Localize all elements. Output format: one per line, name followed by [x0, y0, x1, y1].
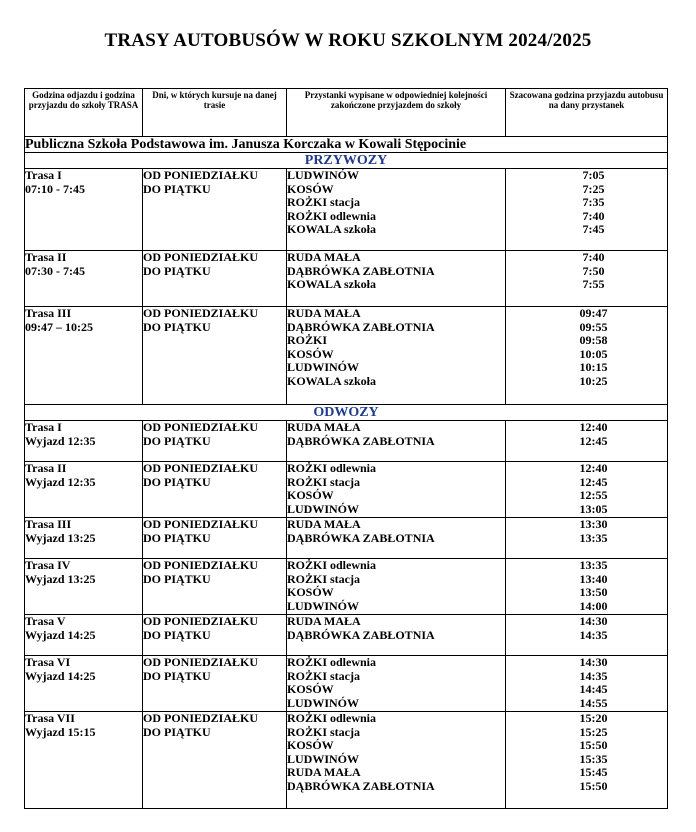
route-cell — [25, 421, 143, 462]
route-name: Trasa VII — [25, 711, 75, 725]
schedule-body — [25, 137, 668, 809]
stop-time: 14:00 — [579, 598, 608, 613]
times-cell — [506, 518, 668, 559]
route-row — [25, 462, 668, 518]
days-line: DO PIĄTKU — [143, 319, 211, 334]
route-time: Wyjazd 12:35 — [25, 474, 96, 489]
days-line: OD PONIEDZIAŁKU — [143, 558, 259, 572]
days-line: DO PIĄTKU — [143, 530, 211, 545]
stop-name: KOWALA szkoła — [287, 277, 377, 292]
route-row — [25, 615, 668, 656]
route-row — [25, 518, 668, 559]
stop-time: 12:45 — [579, 474, 608, 489]
route-name: Trasa I — [25, 420, 62, 434]
route-cell — [25, 462, 143, 518]
stop-time: 15:20 — [579, 711, 608, 725]
route-cell — [25, 307, 143, 405]
route-cell — [25, 559, 143, 615]
route-row — [25, 712, 668, 809]
section-row — [25, 153, 668, 169]
stop-name: RUDA MAŁA — [287, 250, 361, 264]
stop-name: LUDWINÓW — [287, 695, 360, 710]
days-line: DO PIĄTKU — [143, 474, 211, 489]
times-cell — [506, 615, 668, 656]
route-time: 09:47 – 10:25 — [25, 319, 93, 334]
stop-time: 13:40 — [579, 571, 608, 586]
stop-name: ROŻKI odlewnia — [287, 461, 377, 475]
stop-time: 12:55 — [579, 488, 608, 503]
stop-time: 15:50 — [579, 778, 608, 793]
stop-name: ROŻKI odlewnia — [287, 655, 377, 669]
stop-time: 09:55 — [579, 319, 608, 334]
header-times: Szacowana godzina przyjazdu autobusu na dany przystanek — [506, 89, 668, 137]
days-line: OD PONIEDZIAŁKU — [143, 711, 259, 725]
stop-name: LUDWINÓW — [287, 751, 360, 766]
route-cell — [25, 169, 143, 251]
route-name: Trasa IV — [25, 558, 71, 572]
stop-time: 14:45 — [579, 682, 608, 697]
days-line: DO PIĄTKU — [143, 181, 211, 196]
days-line: OD PONIEDZIAŁKU — [143, 655, 259, 669]
route-name: Trasa I — [25, 168, 62, 182]
route-name: Trasa II — [25, 250, 67, 264]
stop-name: ROŻKI stacja — [287, 571, 360, 586]
route-cell — [25, 615, 143, 656]
stop-time: 09:47 — [579, 306, 608, 320]
stop-time: 10:25 — [579, 373, 608, 388]
stop-time: 15:50 — [579, 738, 608, 753]
stops-cell — [287, 712, 506, 809]
stop-time: 13:35 — [579, 530, 608, 545]
route-name: Trasa III — [25, 517, 72, 531]
stops-cell — [287, 251, 506, 307]
route-row — [25, 169, 668, 251]
days-cell — [143, 251, 287, 307]
times-cell — [506, 559, 668, 615]
stop-name: KOSÓW — [287, 738, 334, 753]
stop-time: 13:50 — [579, 585, 608, 600]
days-line: DO PIĄTKU — [143, 724, 211, 739]
route-cell — [25, 251, 143, 307]
stop-time: 10:15 — [579, 360, 608, 375]
days-cell — [143, 615, 287, 656]
times-cell — [506, 169, 668, 251]
stop-time: 09:58 — [579, 333, 608, 348]
stop-time: 7:40 — [582, 208, 605, 223]
stop-time: 13:30 — [579, 517, 608, 531]
route-row — [25, 559, 668, 615]
stop-name: KOSÓW — [287, 585, 334, 600]
route-time: Wyjazd 13:25 — [25, 571, 96, 586]
stop-time: 14:55 — [579, 695, 608, 710]
school-row — [25, 137, 668, 153]
stop-name: DĄBRÓWKA ZABŁOTNIA — [287, 530, 435, 545]
days-line: DO PIĄTKU — [143, 433, 211, 448]
stop-name: DĄBRÓWKA ZABŁOTNIA — [287, 319, 435, 334]
days-line: DO PIĄTKU — [143, 571, 211, 586]
route-row — [25, 421, 668, 462]
stop-name: ROŻKI odlewnia — [287, 711, 377, 725]
days-cell — [143, 421, 287, 462]
days-cell — [143, 169, 287, 251]
stop-time: 12:45 — [579, 433, 608, 448]
days-line: OD PONIEDZIAŁKU — [143, 168, 259, 182]
route-time: Wyjazd 14:25 — [25, 668, 96, 683]
stop-time: 12:40 — [579, 461, 608, 475]
route-cell — [25, 656, 143, 712]
stop-time: 7:05 — [582, 168, 605, 182]
route-name: Trasa V — [25, 614, 66, 628]
route-time: Wyjazd 15:15 — [25, 724, 96, 739]
stop-name: ROŻKI stacja — [287, 668, 360, 683]
stop-name: DĄBRÓWKA ZABŁOTNIA — [287, 627, 435, 642]
document-title: TRASY AUTOBUSÓW W ROKU SZKOLNYM 2024/2025 — [104, 30, 592, 51]
days-cell — [143, 307, 287, 405]
stop-name: ROŻKI stacja — [287, 195, 360, 210]
route-row — [25, 307, 668, 405]
header-days: Dni, w których kursuje na danej trasie — [143, 89, 287, 137]
days-line: DO PIĄTKU — [143, 668, 211, 683]
route-row — [25, 656, 668, 712]
days-cell — [143, 559, 287, 615]
days-cell — [143, 656, 287, 712]
section-row — [25, 405, 668, 421]
stop-time: 7:55 — [582, 277, 605, 292]
stop-time: 7:50 — [582, 263, 605, 278]
stop-time: 13:35 — [579, 558, 608, 572]
times-cell — [506, 712, 668, 809]
stop-name: RUDA MAŁA — [287, 420, 361, 434]
stops-cell — [287, 615, 506, 656]
route-time: 07:10 - 7:45 — [25, 181, 85, 196]
stop-time: 15:35 — [579, 751, 608, 766]
stops-cell — [287, 169, 506, 251]
stop-time: 14:30 — [579, 655, 608, 669]
stop-time: 10:05 — [579, 346, 608, 361]
stop-name: LUDWINÓW — [287, 598, 360, 613]
stop-name: LUDWINÓW — [287, 501, 360, 516]
bus-schedule-table — [24, 88, 668, 809]
stop-name: ROŻKI odlewnia — [287, 208, 377, 223]
school-name: Publiczna Szkoła Podstawowa im. Janusza Korczaka w Kowali Stępocinie — [25, 137, 668, 153]
times-cell — [506, 421, 668, 462]
route-name: Trasa III — [25, 306, 72, 320]
stop-name: ROŻKI — [287, 333, 328, 348]
route-row — [25, 251, 668, 307]
stop-name: RUDA MAŁA — [287, 306, 361, 320]
stop-name: DĄBRÓWKA ZABŁOTNIA — [287, 433, 435, 448]
stop-name: KOSÓW — [287, 488, 334, 503]
stop-time: 15:25 — [579, 724, 608, 739]
stop-name: LUDWINÓW — [287, 168, 360, 182]
days-line: OD PONIEDZIAŁKU — [143, 306, 259, 320]
days-line: DO PIĄTKU — [143, 627, 211, 642]
days-cell — [143, 462, 287, 518]
days-line: DO PIĄTKU — [143, 263, 211, 278]
stops-cell — [287, 656, 506, 712]
route-name: Trasa II — [25, 461, 67, 475]
days-line: OD PONIEDZIAŁKU — [143, 250, 259, 264]
stops-cell — [287, 559, 506, 615]
stops-cell — [287, 462, 506, 518]
days-line: OD PONIEDZIAŁKU — [143, 461, 259, 475]
stop-name: RUDA MAŁA — [287, 765, 361, 780]
section-label: ODWOZY — [25, 405, 668, 421]
days-line: OD PONIEDZIAŁKU — [143, 517, 259, 531]
times-cell — [506, 251, 668, 307]
stop-name: DĄBRÓWKA ZABŁOTNIA — [287, 263, 435, 278]
route-cell — [25, 712, 143, 809]
route-cell — [25, 518, 143, 559]
stop-name: LUDWINÓW — [287, 360, 360, 375]
stop-time: 14:35 — [579, 627, 608, 642]
stop-name: KOWALA szkoła — [287, 222, 377, 237]
route-time: 07:30 - 7:45 — [25, 263, 85, 278]
stop-time: 7:25 — [582, 181, 605, 196]
route-time: Wyjazd 14:25 — [25, 627, 96, 642]
route-name: Trasa VI — [25, 655, 71, 669]
days-cell — [143, 712, 287, 809]
header-route: Godzina odjazdu i godzina przyjazdu do szkoły TRASA — [25, 89, 143, 137]
stop-time: 7:40 — [582, 250, 605, 264]
stop-name: RUDA MAŁA — [287, 614, 361, 628]
stop-name: DĄBRÓWKA ZABŁOTNIA — [287, 778, 435, 793]
stop-time: 7:45 — [582, 222, 605, 237]
route-time: Wyjazd 12:35 — [25, 433, 96, 448]
stop-name: RUDA MAŁA — [287, 517, 361, 531]
stop-time: 15:45 — [579, 765, 608, 780]
stop-name: ROŻKI stacja — [287, 474, 360, 489]
stop-name: KOSÓW — [287, 346, 334, 361]
times-cell — [506, 462, 668, 518]
route-time: Wyjazd 13:25 — [25, 530, 96, 545]
stop-name: ROŻKI stacja — [287, 724, 360, 739]
header-stops: Przystanki wypisane w odpowiedniej kolejności zakończone przyjazdem do szkoły — [287, 89, 506, 137]
stop-time: 12:40 — [579, 420, 608, 434]
section-label: PRZYWOZY — [25, 153, 668, 169]
days-line: OD PONIEDZIAŁKU — [143, 614, 259, 628]
stop-name: KOWALA szkoła — [287, 373, 377, 388]
stop-name: KOSÓW — [287, 682, 334, 697]
stops-cell — [287, 307, 506, 405]
days-line: OD PONIEDZIAŁKU — [143, 420, 259, 434]
times-cell — [506, 307, 668, 405]
stop-name: ROŻKI odlewnia — [287, 558, 377, 572]
header-row — [25, 89, 668, 137]
stop-time: 14:35 — [579, 668, 608, 683]
stops-cell — [287, 421, 506, 462]
stop-time: 14:30 — [579, 614, 608, 628]
stops-cell — [287, 518, 506, 559]
stop-time: 7:35 — [582, 195, 605, 210]
stop-time: 13:05 — [579, 501, 608, 516]
days-cell — [143, 518, 287, 559]
times-cell — [506, 656, 668, 712]
stop-name: KOSÓW — [287, 181, 334, 196]
